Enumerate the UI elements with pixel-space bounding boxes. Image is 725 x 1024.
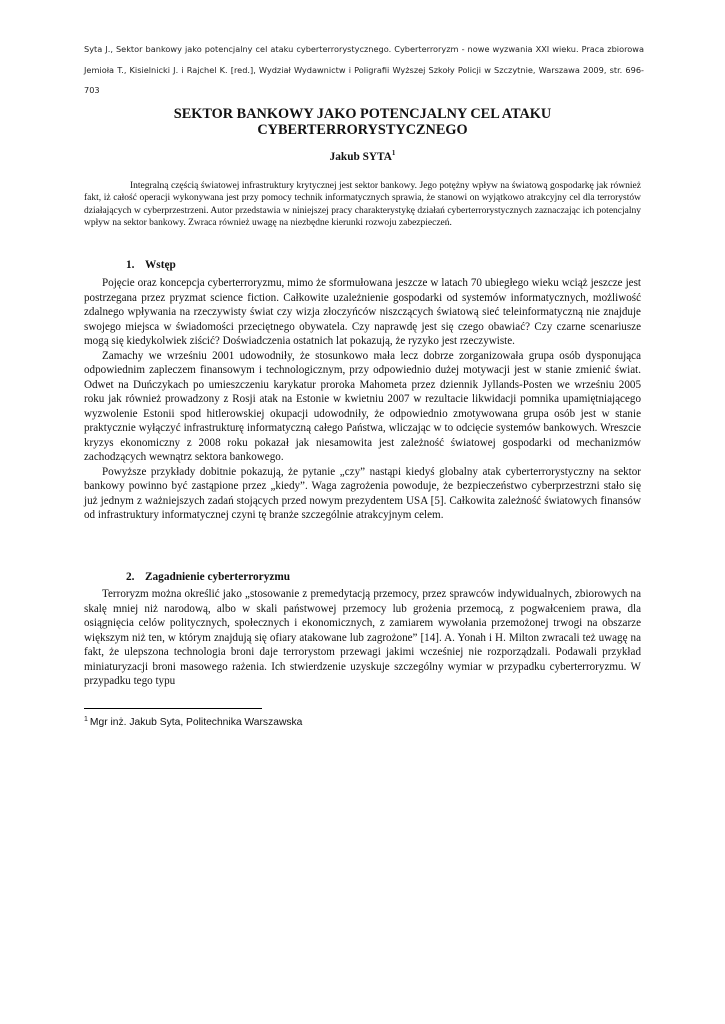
- section-title: Wstęp: [145, 259, 176, 271]
- section-body-1: [84, 276, 641, 523]
- section-number: 2.: [126, 571, 135, 583]
- author-name: Jakub SYTA: [329, 151, 392, 163]
- section-heading-1: [126, 258, 626, 272]
- paragraph: Powyższe przykłady dobitnie pokazują, że pytanie „czy” nastąpi kiedyś globalny atak cyberterrorystyczny na sektor bankowy powinno być zastąpione przez „kiedy”. Waga zagrożenia powoduje, że bezpieczeństwo cyberprzestrzni stało się już jednym z ważniejszych zadań stojących przed nowym prezydentem USA [5]. Całkowita zależność światowych finansów od infrastruktury informatycznej czyni tę branże szczególnie atrakcyjnym celem.: [84, 465, 641, 521]
- section-title: Zagadnienie cyberterroryzmu: [145, 571, 291, 583]
- footnote-separator: [84, 708, 262, 709]
- author-line: [84, 150, 641, 164]
- citation-header: Syta J., Sektor bankowy jako potencjalny cel ataku cyberterrorystycznego. Cyberterroryzm - nowe wyzwania XXI wieku. Praca zbiorowa Jemioła T., Kisielnicki J. i Rajchel K. [red.], Wydział Wydawnictw i Poligrafii Wyższej Szkoły Policji w Szczytnie, Warszawa 2009, str. 696-703: [84, 44, 644, 95]
- paper-title: SEKTOR BANKOWY JAKO POTENCJALNY CEL ATAKU CYBERTERRORYSTYCZNEGO: [173, 106, 552, 138]
- abstract: Integralną częścią światowej infrastruktury krytycznej jest sektor bankowy. Jego potężny wpływ na światową gospodarkę jak również fakt, iż całość operacji wykonywana jest przy pomocy technik informatycznych sprawia, że stanowi on wyjątkowo atrakcyjny cel dla terrorystów działających w cyberprzestrzeni. Autor przedstawia w niniejszej pracy charakterystykę działań cyberterrorystycznych zaznaczając ich potencjalny wpływ na sektor bankowy. Zwraca również uwagę na niezbędne kierunki rozwoju zabezpieczeń.: [84, 181, 641, 228]
- paragraph: Pojęcie oraz koncepcja cyberterroryzmu, mimo że sformułowana jeszcze w latach 70 ubiegłego wieku wciąż jeszcze jest postrzegana przez pryzmat science fiction. Całkowite uzależnienie gospodarki od systemów informatycznych, możliwość zdalnego wpływania na rzeczywisty świat czy wizja złoczyńców niszczących światową sieć teleinformatyczną nie znajduje swojego miejsca w świadomości przeciętnego obywatela. Czy naprawdę jest się czego obawiać? Czy czarne scenariusze mogą się kiedykolwiek ziścić? Doświadczenia ostatnich lat pokazują, że ryzyko jest rzeczywiste.: [84, 277, 641, 347]
- paragraph: Terroryzm można określić jako „stosowanie z premedytacją przemocy, przez sprawców indywidualnych, zbiorowych na skalę mniej niż narodową, albo w skali państwowej przemocy lub grożenia przemocą, z pogwałceniem prawa, dla osiągnięcia celów politycznych, społecznych i ekonomicznych, z zamiarem wywołania przemożonej trwogi na obszarze większym niż ten, w którym znajdują się ofiary atakowane lub zagrożone” [14]. A. Yonah i H. Milton zwracali też uwagę na fakt, że ulepszona technologia broni daje terrorystom przewagi jakimi wcześniej nie rozporządzali. Podawali przykład miniaturyzacji broni masowego rażenia. Ich stwierdzenie uzyskuje szczególny wymiar w przypadku cyberterroryzmu. W przypadku tego typu: [84, 588, 641, 687]
- section-heading-2: [126, 570, 626, 584]
- paragraph: Zamachy we wrześniu 2001 udowodniły, że stosunkowo mała lecz dobrze zorganizowała grupa osób dysponująca odpowiednim zapleczem finansowym i technologicznym, przy odpowiednio dużej motywacji jest w stanie zmienić świat. Odwet na Duńczykach po umieszczeniu karykatur proroka Mahometa przez dziennik Jyllands-Posten we wrześniu 2005 roku jak również prowadzony z Rosji atak na Estonie w kwietniu 2007 w rezultacie likwidacji pomnika upamiętniającego wyzwolenie Estonii spod hitlerowskiej okupacji udowodniły, że odpowiednio zmotywowana grupa osób jest w stanie praktycznie wyłączyć infrastrukturę informatyczną całego Państwa, wliczając w to odcięcie systemów bankowych. Wreszcie kryzys ekonomiczny z 2008 roku pokazał jak niesamowita jest zależność światowej gospodarki od mechanizmów zachodzących wewnątrz sektora bankowego.: [84, 349, 641, 463]
- section-number: 1.: [126, 259, 135, 271]
- footnote-text: Mgr inż. Jakub Syta, Politechnika Warszawska: [89, 717, 303, 728]
- footnote: [84, 716, 641, 729]
- footnote-mark: 1: [84, 716, 88, 723]
- author-footnote-mark: 1: [391, 149, 396, 157]
- section-body-2: [84, 587, 641, 689]
